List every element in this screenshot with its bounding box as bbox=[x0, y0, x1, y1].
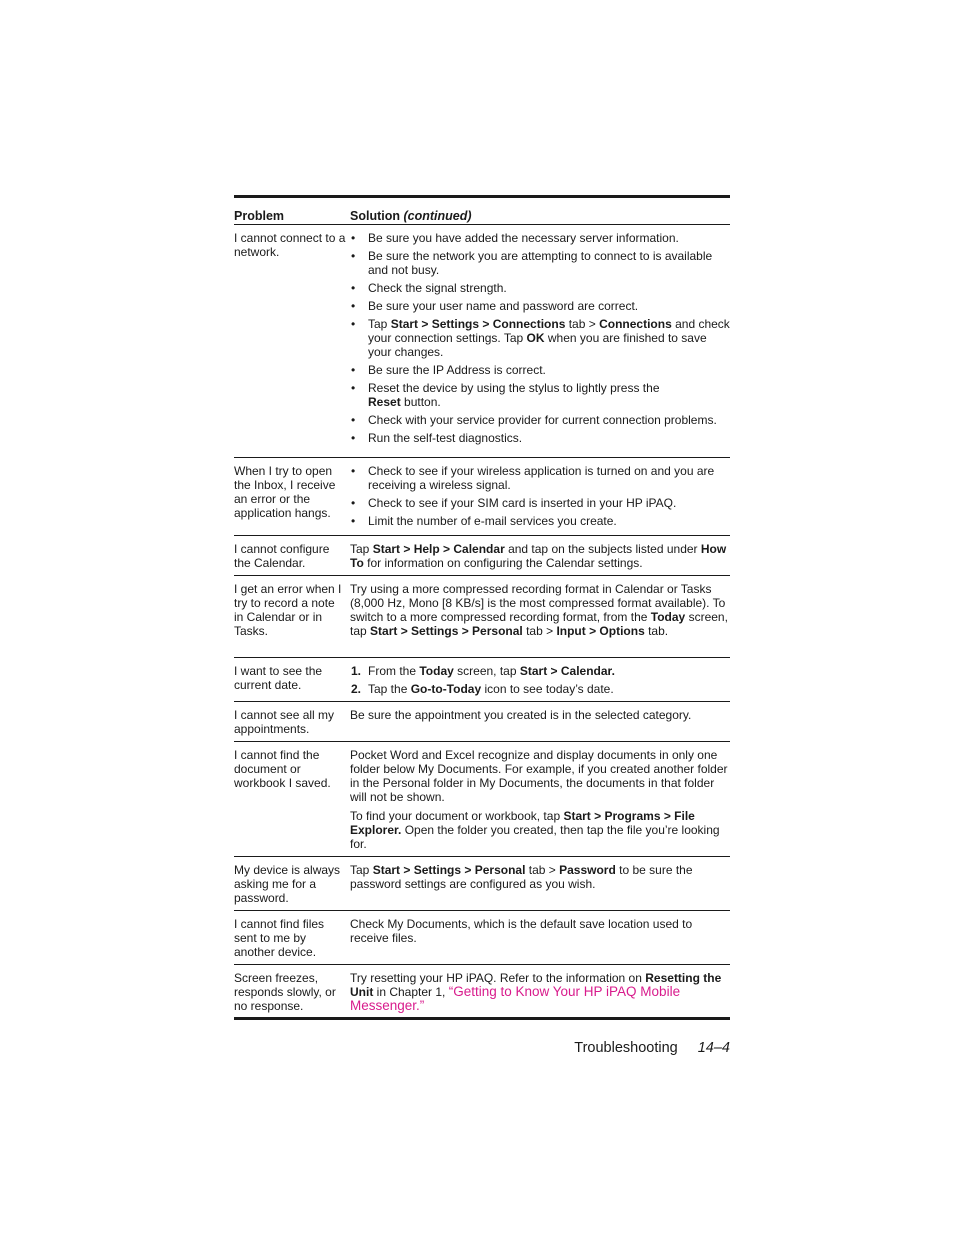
text-run: Run the self-test diagnostics. bbox=[368, 431, 523, 445]
text-run: Try using a more compressed recording format in Calendar or Tasks (8,000 Hz, Mono [8 KB/s] is the most compressed format available). To switch to a more compressed recording format, from the bbox=[350, 582, 726, 624]
list-item bbox=[350, 381, 730, 409]
list-item bbox=[350, 363, 730, 377]
text-run: Open the folder you created, then tap the file you’re looking for. bbox=[350, 823, 720, 851]
solution-bullet-list bbox=[350, 231, 730, 445]
table-body bbox=[234, 225, 730, 1017]
text-run: Pocket Word and Excel recognize and display documents in only one folder below My Documents. For example, if you created another folder in the Personal folder in My Documents, the documents in that folder will not be shown. bbox=[350, 748, 728, 804]
text-run: Be sure you have added the necessary server information. bbox=[368, 231, 679, 245]
header-continued: (continued) bbox=[403, 209, 472, 223]
table-row bbox=[234, 742, 730, 856]
problem-cell: My device is always asking me for a password. bbox=[234, 863, 341, 905]
list-item bbox=[350, 281, 730, 295]
solution-cell bbox=[350, 582, 730, 657]
text-run: and tap on the subjects listed under bbox=[504, 542, 701, 556]
text-run: Check the signal strength. bbox=[368, 281, 507, 295]
list-item bbox=[350, 514, 730, 528]
solution-cell bbox=[350, 748, 730, 856]
table-row bbox=[234, 576, 730, 657]
bold-text: Start > Calendar. bbox=[519, 664, 615, 678]
footer-page-number: 14–4 bbox=[697, 1040, 730, 1056]
bold-text: OK bbox=[526, 331, 545, 345]
text-run: screen, tap bbox=[350, 610, 728, 638]
text-run: tab. bbox=[644, 624, 669, 638]
table-bottom-rule bbox=[234, 1017, 730, 1020]
problem-cell: I get an error when I try to record a note in Calendar or in Tasks. bbox=[234, 582, 342, 638]
table-row bbox=[234, 225, 730, 457]
text-run: tab > bbox=[522, 624, 557, 638]
solution-paragraph bbox=[350, 708, 730, 722]
text-run: Try resetting your HP iPAQ. Refer to the information on bbox=[350, 971, 646, 985]
list-item bbox=[350, 299, 730, 313]
header-problem: Problem bbox=[234, 209, 285, 223]
list-item bbox=[350, 317, 730, 359]
solution-cell bbox=[350, 917, 730, 964]
table-row bbox=[234, 702, 730, 741]
bold-text: Start > Programs > File Explorer. bbox=[350, 809, 695, 837]
text-run: screen, tap bbox=[453, 664, 520, 678]
text-run: To find your document or workbook, tap bbox=[350, 809, 564, 823]
step-item bbox=[350, 664, 730, 678]
list-item bbox=[350, 231, 730, 245]
header-solution-label: Solution bbox=[350, 209, 400, 223]
page-footer bbox=[574, 1040, 730, 1056]
problem-cell: I cannot see all my appointments. bbox=[234, 708, 335, 736]
text-run: From the bbox=[368, 664, 420, 678]
list-item bbox=[350, 413, 730, 427]
bold-text: How To bbox=[350, 542, 727, 570]
list-item bbox=[350, 496, 730, 510]
solution-paragraph bbox=[350, 917, 730, 945]
solution-cell bbox=[350, 664, 730, 701]
text-run: Be sure the network you are attempting to connect to is available and not busy. bbox=[368, 249, 713, 277]
text-run: Tap bbox=[350, 863, 373, 877]
bold-text: Go-to-Today bbox=[410, 682, 482, 696]
text-run: Tap bbox=[368, 317, 391, 331]
problem-cell: I want to see the current date. bbox=[234, 664, 323, 692]
solution-paragraph bbox=[350, 863, 730, 891]
solution-cell bbox=[350, 971, 730, 1017]
problem-cell: I cannot configure the Calendar. bbox=[234, 542, 330, 570]
table-row bbox=[234, 658, 730, 701]
problem-cell: I cannot find the document or workbook I saved. bbox=[234, 748, 331, 790]
bold-text: Resetting the Unit bbox=[350, 971, 722, 999]
table-row bbox=[234, 857, 730, 910]
text-run: to be sure the password settings are configured as you wish. bbox=[350, 863, 693, 891]
bold-text: Start > Help > Calendar bbox=[372, 542, 505, 556]
text-run: icon to see today’s date. bbox=[481, 682, 614, 696]
problem-cell: When I try to open the Inbox, I receive an error or the application hangs. bbox=[234, 464, 336, 520]
text-run: Check My Documents, which is the default save location used to receive files. bbox=[350, 917, 693, 945]
step-item bbox=[350, 682, 730, 696]
solution-paragraph bbox=[350, 809, 730, 851]
text-run: tab > bbox=[565, 317, 600, 331]
bold-text: Input > Options bbox=[556, 624, 645, 638]
table-row bbox=[234, 536, 730, 575]
list-item bbox=[350, 249, 730, 277]
text-run: Be sure the appointment you created is in the selected category. bbox=[350, 708, 692, 722]
troubleshooting-table bbox=[234, 195, 730, 1020]
solution-paragraph bbox=[350, 542, 730, 570]
text-run: button. bbox=[400, 395, 441, 409]
solution-cell bbox=[350, 464, 730, 535]
bold-text: Start > Settings > Personal bbox=[370, 624, 523, 638]
footer-section: Troubleshooting bbox=[574, 1040, 678, 1056]
solution-paragraph bbox=[350, 971, 730, 1013]
cross-reference-link[interactable]: “Getting to Know Your HP iPAQ Mobile Messenger.” bbox=[350, 984, 681, 1013]
text-run: Be sure the IP Address is correct. bbox=[368, 363, 546, 377]
solution-cell bbox=[350, 863, 730, 910]
text-run: for information on configuring the Calendar settings. bbox=[363, 556, 643, 570]
bold-text: Today bbox=[650, 610, 686, 624]
bold-text: Connections bbox=[599, 317, 672, 331]
problem-cell: I cannot find files sent to me by another device. bbox=[234, 917, 325, 959]
solution-cell bbox=[350, 708, 730, 741]
solution-step-list bbox=[350, 664, 730, 696]
solution-paragraph bbox=[350, 582, 730, 638]
solution-bullet-list bbox=[350, 464, 730, 528]
bold-text: Start > Settings > Personal bbox=[372, 863, 526, 877]
table-row bbox=[234, 911, 730, 964]
solution-cell bbox=[350, 542, 730, 575]
header-solution bbox=[350, 209, 730, 223]
text-run: Tap the bbox=[368, 682, 411, 696]
bold-text: Password bbox=[559, 863, 616, 877]
list-item bbox=[350, 464, 730, 492]
solution-cell bbox=[350, 231, 730, 457]
text-run: Reset the device by using the stylus to lightly press the bbox=[368, 381, 660, 395]
text-run: in Chapter 1, bbox=[373, 985, 449, 999]
text-run: when you are finished to save your changes. bbox=[368, 331, 707, 359]
table-row bbox=[234, 965, 730, 1017]
text-run: tab > bbox=[525, 863, 560, 877]
list-item bbox=[350, 431, 730, 445]
problem-cell: Screen freezes, responds slowly, or no response. bbox=[234, 971, 336, 1013]
bold-text: Today bbox=[419, 664, 454, 678]
text-run: Check with your service provider for current connection problems. bbox=[368, 413, 717, 427]
table-row bbox=[234, 458, 730, 535]
bold-text: Start > Settings > Connections bbox=[390, 317, 566, 331]
text-run: and check your connection settings. Tap bbox=[368, 317, 730, 345]
solution-paragraph bbox=[350, 748, 730, 804]
text-run: Check to see if your wireless application is turned on and you are receiving a wireless signal. bbox=[368, 464, 715, 492]
text-run: Limit the number of e-mail services you create. bbox=[368, 514, 617, 528]
text-run: Check to see if your SIM card is inserted in your HP iPAQ. bbox=[368, 496, 677, 510]
text-run: Be sure your user name and password are correct. bbox=[368, 299, 639, 313]
table-header bbox=[234, 198, 730, 224]
bold-text: Reset bbox=[368, 395, 401, 409]
text-run: Tap bbox=[350, 542, 373, 556]
problem-cell: I cannot connect to a network. bbox=[234, 231, 346, 259]
